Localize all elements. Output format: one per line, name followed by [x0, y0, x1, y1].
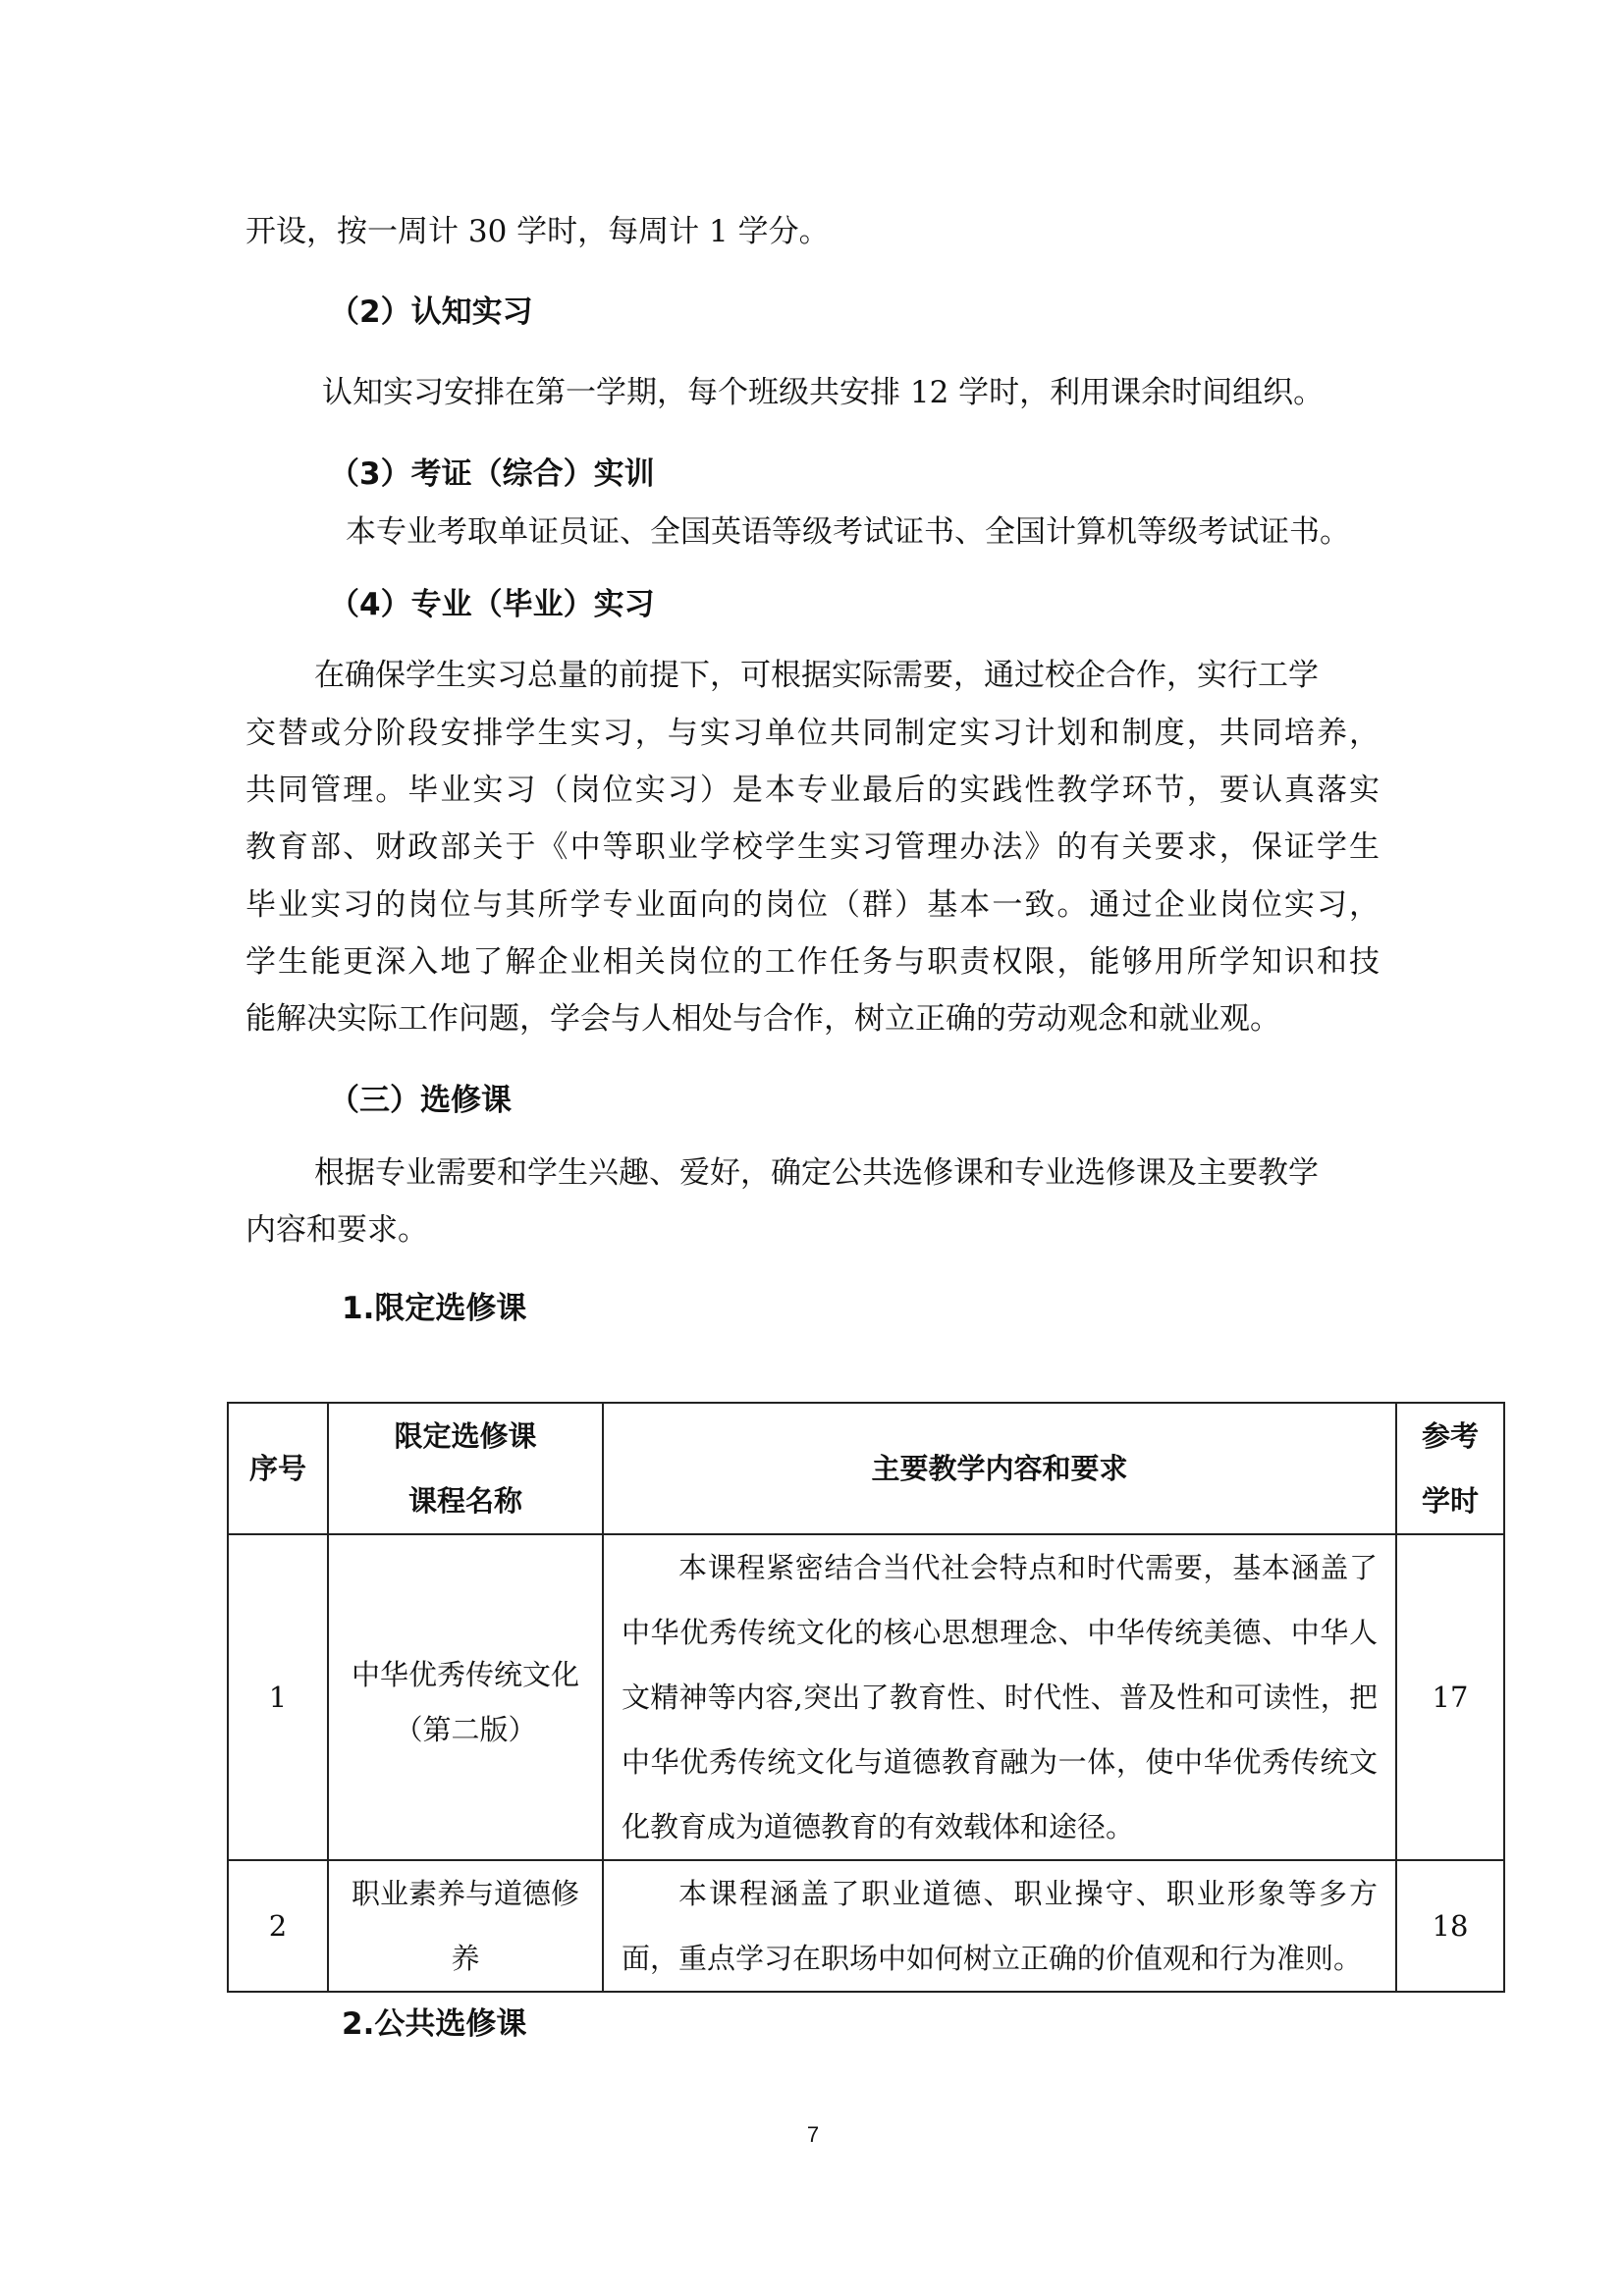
paragraph-graduation-line-5: 毕业实习的岗位与其所学专业面向的岗位（群）基本一致。通过企业岗位实习，	[245, 887, 1380, 923]
row-content: 本课程涵盖了职业道德、职业操守、职业形象等多方面，重点学习在职场中如何树立正确的价值观和行为准则。	[603, 1860, 1396, 1992]
paragraph-graduation-line-1: 在确保学生实习总量的前提下，可根据实际需要，通过校企合作，实行工学	[314, 658, 1319, 693]
header-hours-line2: 学时	[1421, 1484, 1479, 1518]
heading-limited-electives: 1.限定选修课	[342, 1291, 527, 1326]
heading-cognitive-internship: （2）认知实习	[329, 294, 533, 330]
row-course-name	[328, 1860, 603, 1992]
paragraph-continuation: 开设，按一周计 30 学时，每周计 1 学分。	[245, 214, 830, 249]
row-course-name	[328, 1534, 603, 1860]
header-hours-line1: 参考	[1421, 1419, 1479, 1453]
heading-certificate-training: （3）考证（综合）实训	[329, 456, 655, 492]
table-row	[228, 1860, 1504, 1992]
page-number: 7	[806, 2122, 820, 2147]
header-hours	[1396, 1403, 1504, 1534]
heading-electives: （三）选修课	[329, 1083, 512, 1118]
header-course-name-line1: 限定选修课	[394, 1419, 537, 1453]
heading-graduation-internship: （4）专业（毕业）实习	[329, 587, 655, 622]
paragraph-graduation-line-7: 能解决实际工作问题，学会与人相处与合作，树立正确的劳动观念和就业观。	[245, 1001, 1280, 1037]
paragraph-electives-line-1: 根据专业需要和学生兴趣、爱好，确定公共选修课和专业选修课及主要教学	[314, 1155, 1319, 1191]
table-header-row	[228, 1403, 1504, 1534]
table-row	[228, 1534, 1504, 1860]
limited-electives-table	[227, 1402, 1505, 1993]
row-course-name-line2: （第二版）	[394, 1713, 537, 1746]
row-course-name-line1: 中华优秀传统文化	[351, 1658, 579, 1691]
row-hours: 18	[1396, 1860, 1504, 1992]
heading-public-electives: 2.公共选修课	[342, 2006, 527, 2042]
row-content: 本课程紧密结合当代社会特点和时代需要，基本涵盖了中华优秀传统文化的核心思想理念、中华传统美德、中华人文精神等内容,突出了教育性、时代性、普及性和可读性，把中华优秀传统文化与道德教育融为一体，使中华优秀传统文化教育成为道德教育的有效载体和途径。	[603, 1534, 1396, 1860]
row-course-name-line2: 养	[451, 1942, 480, 1975]
paragraph-graduation-line-2: 交替或分阶段安排学生实习，与实习单位共同制定实习计划和制度，共同培养，	[245, 716, 1380, 751]
row-course-name-line1: 职业素养与道德修	[351, 1877, 579, 1910]
row-seq: 1	[228, 1534, 328, 1860]
header-content: 主要教学内容和要求	[603, 1403, 1396, 1534]
paragraph-graduation-line-3: 共同管理。毕业实习（岗位实习）是本专业最后的实践性教学环节，要认真落实	[245, 773, 1380, 808]
paragraph-graduation-line-4: 教育部、财政部关于《中等职业学校学生实习管理办法》的有关要求，保证学生	[245, 829, 1380, 865]
row-seq: 2	[228, 1860, 328, 1992]
paragraph-certificate-training: 本专业考取单证员证、全国英语等级考试证书、全国计算机等级考试证书。	[346, 514, 1350, 550]
row-hours: 17	[1396, 1534, 1504, 1860]
header-course-name-line2: 课程名称	[407, 1484, 522, 1518]
header-seq: 序号	[228, 1403, 328, 1534]
header-course-name	[328, 1403, 603, 1534]
paragraph-electives-line-2: 内容和要求。	[245, 1212, 428, 1248]
paragraph-cognitive-internship: 认知实习安排在第一学期，每个班级共安排 12 学时，利用课余时间组织。	[322, 375, 1325, 410]
paragraph-graduation-line-6: 学生能更深入地了解企业相关岗位的工作任务与职责权限，能够用所学知识和技	[245, 944, 1380, 980]
